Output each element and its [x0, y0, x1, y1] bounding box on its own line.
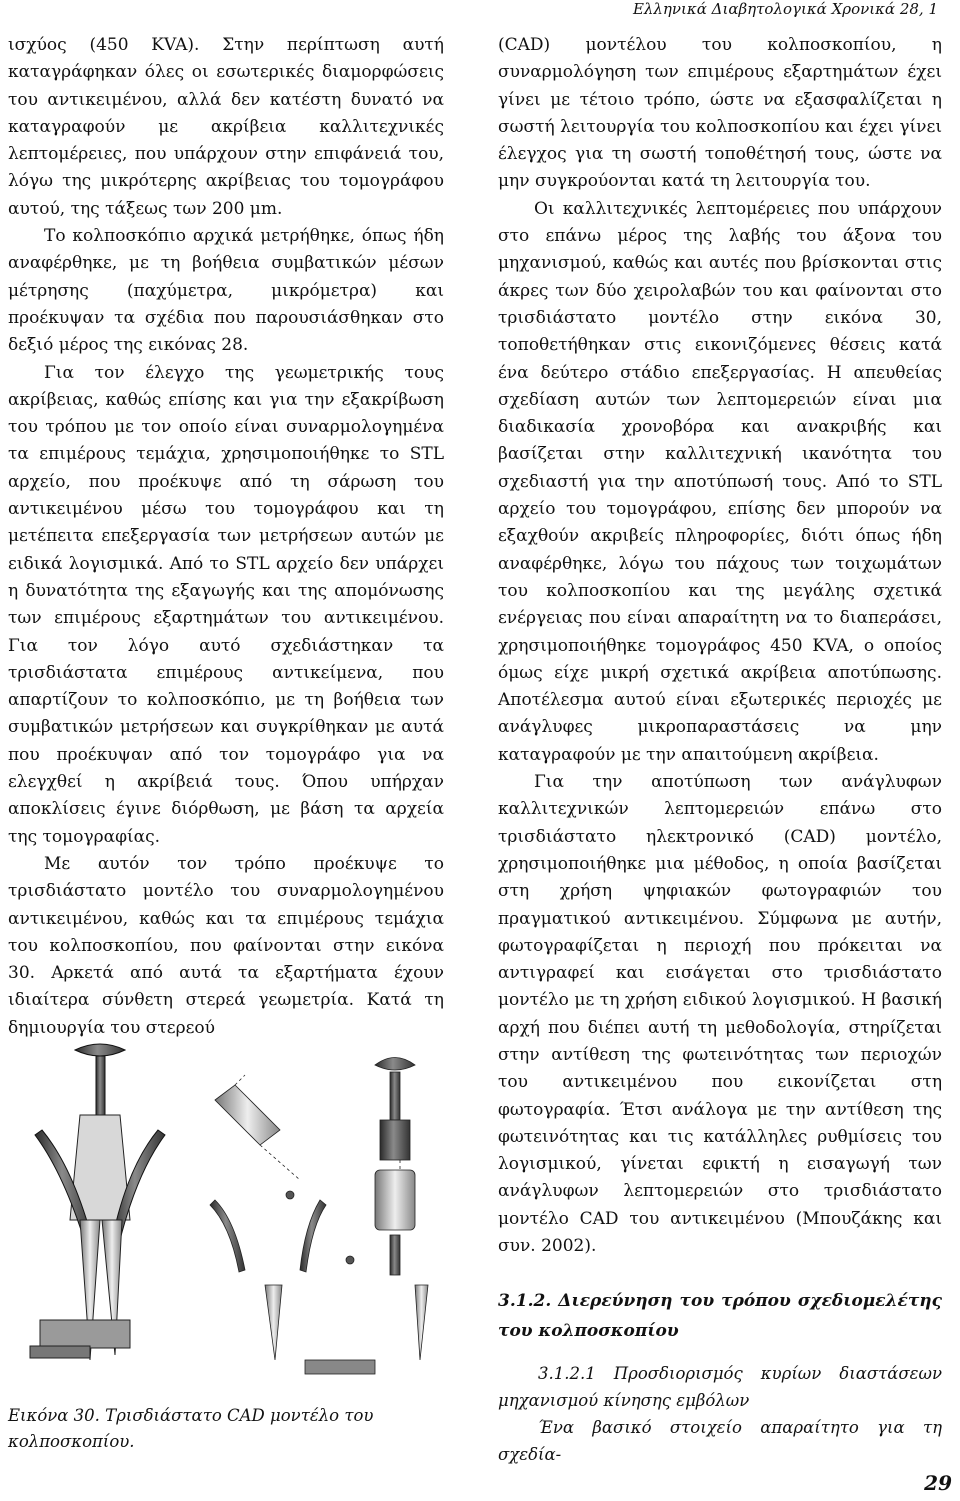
paragraph: ισχύος (450 KVA). Στην περίπτωση αυτή καταγράφηκαν όλες οι εσωτερικές διαμορφώσεις του αντικειμένου, αλλά δεν κατέστη δυνατό να καταγραφούν με ακρίβεια καλλιτεχνικές λεπτομέρειες, που υπάρχουν στην επιφάνειά του, λόγω της μικρότερης ακρίβειας του τομογράφου αυτού, της τάξεως των 200 μm. [8, 35, 444, 219]
section-heading: 3.1.2. Διερεύνηση του τρόπου σχεδιομελέτης του κολποσκοπίου [498, 1291, 942, 1342]
paragraph: Το κολποσκόπιο αρχικά μετρήθηκε, όπως ήδη αναφέρθηκε, με τη βοήθεια συμβατικών μέσων μέτρησης (παχύμετρα, μικρόμετρα) και προέκυψαν τα σχέδια που παρουσιάσθηκαν στο δεξιό μέρος της εικόνας 28. [8, 226, 444, 356]
caption-label: Εικόνα 30. [8, 1406, 100, 1425]
caption-text: Τρισδιάστατο CAD μοντέλο του κολποσκοπίου. [8, 1406, 374, 1451]
paragraph: Για τον έλεγχο της γεωμετρικής τους ακρίβειας, καθώς επίσης και για την εξακρίβωση του τρόπου με τον οποίο είναι συναρμολογημένα τα επιμέρους τεμάχια, χρησιμοποιήθηκε το STL αρχείο, που προέκυψε από τη σάρωση του αντικειμένου μέσω του τομογράφου και τη μετέπειτα επεξεργασία των μετρήσεων αυτών με ειδικά λογισμικά. Από το STL αρχείο δεν υπάρχει η δυνατότητα της εξαγωγής και της απομόνωσης των επιμέρους εξαρτημάτων του αντικειμένου. Για τον λόγο αυτό σχεδιάστηκαν τα τρισδιάστατα επιμέρους αντικείμενα, που απαρτίζουν το κολποσκόπιο, με τη βοήθεια των συμβατικών μετρήσεων και συγκρίθηκαν με αυτά που προέκυψαν από τον τομογράφο για να ελεγχθεί η ακρίβειά τους. Όπου υπήρχαν αποκλίσεις έγινε διόρθωση, με βάση τα αρχεία της τομογραφίας. [8, 362, 444, 847]
paragraph: (CAD) μοντέλου του κολποσκοπίου, η συναρμολόγηση των επιμέρους εξαρτημάτων έχει γίνει με τέτοιο τρόπο, ώστε να εξασφαλίζεται η σωστή λειτουργία του κολποσκοπίου και έχει γίνει έλεγχος για τη σωστή τοποθέτησή τους, ώστε να μην συγκρούονται κατά τη λειτουργία του. [498, 35, 942, 192]
paragraph: Για την αποτύπωση των ανάγλυφων καλλιτεχνικών λεπτομερειών επάνω στο τρισδιάστατο ηλεκτρονικό (CAD) μοντέλο, χρησιμοποιήθηκε μια μέθοδος, η οποία βασίζεται στη χρήση ψηφιακών φωτογραφιών του πραγματικού αντικειμένου. Σύμφωνα με αυτήν, φωτογραφίζεται η περιοχή που πρόκειται να αντιγραφεί και εισάγεται στο τρισδιάστατο μοντέλο με τη χρήση ειδικού λογισμικού. Η βασική αρχή που διέπει αυτή τη μεθοδολογία, στηρίζεται στην αντίθεση της φωτεινότητας των περιοχών του αντικειμένου που εικονίζεται στη φωτογραφία. Έτσι ανάλογα με την αντίθεση της φωτεινότητας και τις κατάλληλες ρυθμίσεις του λογισμικού, γίνεται εφικτή η εισαγωγή των ανάγλυφων λεπτομερειών στο τρισδιάστατο μοντέλο CAD του αντικειμένου (Μπουζάκης και συν. 2002). [498, 772, 942, 1257]
paragraph: Ένα βασικό στοιχείο απαραίτητο για τη σχεδία- [498, 1418, 942, 1465]
exploded-view [210, 1058, 428, 1375]
paragraph: Οι καλλιτεχνικές λεπτομέρειες που υπάρχουν στο επάνω μέρος της λαβής του άξονα του μηχανισμού, καθώς και αυτές που βρίσκονται στις άκρες των δύο χειρολαβών του και φαίνονται στο τρισδιάστατο μοντέλο στην εικόνα 30, τοποθετήθηκαν στις εικονιζόμενες θέσεις κατά ένα δεύτερο στάδιο επεξεργασίας. Η απευθείας σχεδίαση αυτών των λεπτομερειών είναι μια διαδικασία χρονοβόρα και ανακριβής και βασίζεται στην καλλιτεχνική ικανότητα του σχεδιαστή για την αποτύπωσή τους. Από το STL αρχείο του τομογράφου, επίσης δεν μπορούν να εξαχθούν ακριβείς πληροφορίες, διότι όπως ήδη αναφέρθηκε, λόγω του πάχους των τοιχωμάτων του κολποσκοπίου και της μεγάλης σχετικά ενέργειας που είναι απαραίτητη να το διαπεράσει, χρησιμοποιήθηκε τομογράφος 450 KVA, ο οποίος όμως είχε μικρή σχετικά ακρίβεια αποτύπωσης. Αποτέλεσμα αυτού είναι εξωτερικές περιοχές με ανάγλυφες μικροπαραστάσεις να μην καταγραφούν με την απαιτούμενη ακρίβεια. [498, 198, 942, 765]
cad-model-figure [20, 1020, 460, 1395]
running-header: Ελληνικά Διαβητολογικά Χρονικά 28, 1 [632, 0, 938, 18]
paragraph: Με αυτόν τον τρόπο προέκυψε το τρισδιάστατο μοντέλο του συναρμολογημένου αντικειμένου, καθώς και τα επιμέρους τεμάχια του κολποσκοπίου, που φαίνονται στην εικόνα 30. Αρκετά από αυτά τα εξαρτήματα έχουν ιδιαίτερα σύνθετη στερεά γεωμετρία. Κατά τη δημιουργία του στερεού [8, 853, 444, 1038]
subsection-heading: 3.1.2.1 Προσδιορισμός κυρίων διαστάσεων μηχανισμού κίνησης εμβόλων [498, 1364, 942, 1411]
assembled-speculum [30, 1044, 165, 1360]
left-column [8, 32, 444, 1042]
figure-caption [8, 1403, 458, 1455]
page-number: 29 [924, 1471, 952, 1495]
right-column [498, 32, 942, 1468]
